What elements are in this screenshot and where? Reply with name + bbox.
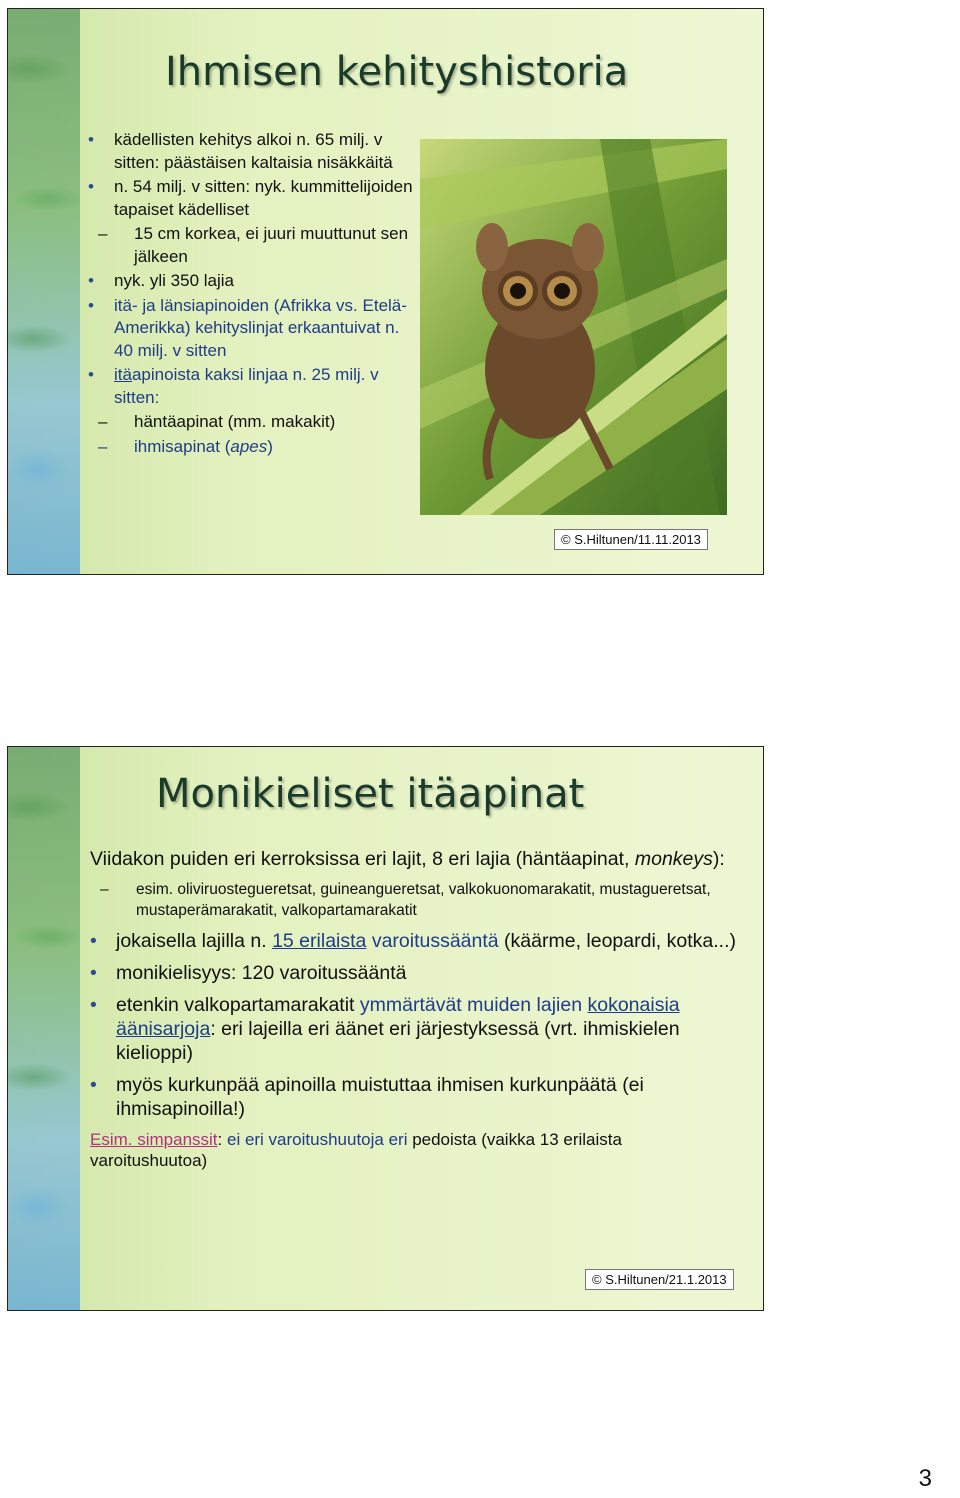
sub-bullet-apes — [88, 436, 418, 459]
esim-simpanssit-link[interactable]: Esim. simpanssit — [90, 1130, 218, 1149]
bullet-two-lines — [88, 364, 418, 409]
slide-1-title: Ihmisen kehityshistoria — [165, 49, 629, 95]
bullet-primate-origin: • kädellisten kehitys alkoi n. 65 milj. v sitten: päästäisen kaltaisia nisäkkäitä — [88, 129, 418, 174]
intro-text-a: Viidakon puiden eri kerroksissa eri lajit, 8 eri lajia (häntäapinat, — [90, 848, 635, 870]
bullet-multilingual: • monikielisyys: 120 varoitussääntä — [90, 961, 740, 985]
leaf-border-decoration — [8, 9, 80, 574]
bullet-larynx: • myös kurkunpää apinoilla muistuttaa ihmisen kurkunpäätä (ei ihmisapinoilla!) — [90, 1073, 740, 1121]
intro-paragraph — [90, 847, 740, 871]
page-number: 3 — [918, 1465, 932, 1492]
sub-bullet-15cm: – 15 cm korkea, ei juuri muuttunut sen jälkeen — [88, 223, 418, 268]
slide-2-bullet-list — [90, 847, 740, 1179]
slide-1-bullet-list — [88, 129, 418, 460]
alarm-text-a: jokaisella lajilla n. — [116, 930, 273, 952]
apes-text-a: ihmisapinat ( — [134, 436, 231, 456]
understand-text-a: etenkin valkopartamarakatit — [116, 994, 360, 1016]
old-new-world-monkeys: itä- ja länsiapinoiden — [114, 295, 269, 315]
understand-text-e: : eri lajeilla eri äänet eri järjestyksessä (vrt. ihmiskielen kielioppi) — [116, 1018, 680, 1064]
colon: : — [217, 1130, 227, 1149]
example-chimpanzee — [90, 1129, 740, 1171]
warning-rules-text: varoitussääntä — [371, 930, 499, 952]
bullet-alarm-calls — [90, 929, 740, 953]
divergence-text: (Afrikka vs. Etelä-Amerikka) kehityslinjat erkaantuivat n. 40 milj. v sitten — [114, 295, 407, 360]
bullet-350-species: • nyk. yli 350 lajia — [88, 270, 418, 293]
apes-text-c: ) — [267, 436, 273, 456]
bullet-54-million: • n. 54 milj. v sitten: nyk. kummittelijoiden tapaiset kädelliset — [88, 176, 418, 221]
understand-text-b: ymmärtävät muiden lajien — [359, 994, 583, 1016]
bullet-old-new-world — [88, 295, 418, 363]
15-different-link[interactable]: 15 erilaista — [272, 930, 367, 952]
bullet-understanding — [90, 993, 740, 1065]
intro-text-c: ): — [712, 848, 725, 870]
apes-italic: apes — [230, 436, 268, 456]
leaf-border-decoration — [8, 747, 80, 1310]
slide-1-copyright: © S.Hiltunen/11.11.2013 — [554, 529, 708, 550]
slide-2-title: Monikieliset itäapinat — [156, 771, 585, 817]
kaksi-text: kaksi — [204, 365, 244, 384]
esim-text-c: ei eri varoitushuutoja eri — [226, 1130, 408, 1149]
esim-text-d: pedoista (vaikka 13 erilaista varoitushuutoa) — [90, 1130, 622, 1170]
apinoista-text: apinoista — [131, 365, 205, 384]
slide-2-copyright: © S.Hiltunen/21.1.2013 — [585, 1269, 734, 1290]
tarsier-photo — [420, 139, 727, 515]
slide-2 — [7, 746, 764, 1311]
sub-bullet-species-list: – esim. oliviruostegueretsat, guineangueretsat, valkokuonomarakatit, mustagueretsat, mustaperämarakatit, valkopartamarakatit — [90, 879, 740, 921]
tarsier-illustration — [420, 139, 727, 515]
slide-1 — [7, 8, 764, 575]
sub-bullet-tailed-monkeys: – häntäapinat (mm. makakit) — [88, 411, 418, 434]
alarm-text-e: (käärme, leopardi, kotka...) — [498, 930, 736, 952]
sound-sequences-link[interactable]: kokonaisia äänisarjoja — [116, 994, 680, 1040]
intro-monkeys: monkeys — [634, 848, 713, 870]
ita-link: itä — [114, 365, 132, 384]
linjaa-text: linjaa n. 25 milj. v sitten: — [114, 365, 379, 407]
